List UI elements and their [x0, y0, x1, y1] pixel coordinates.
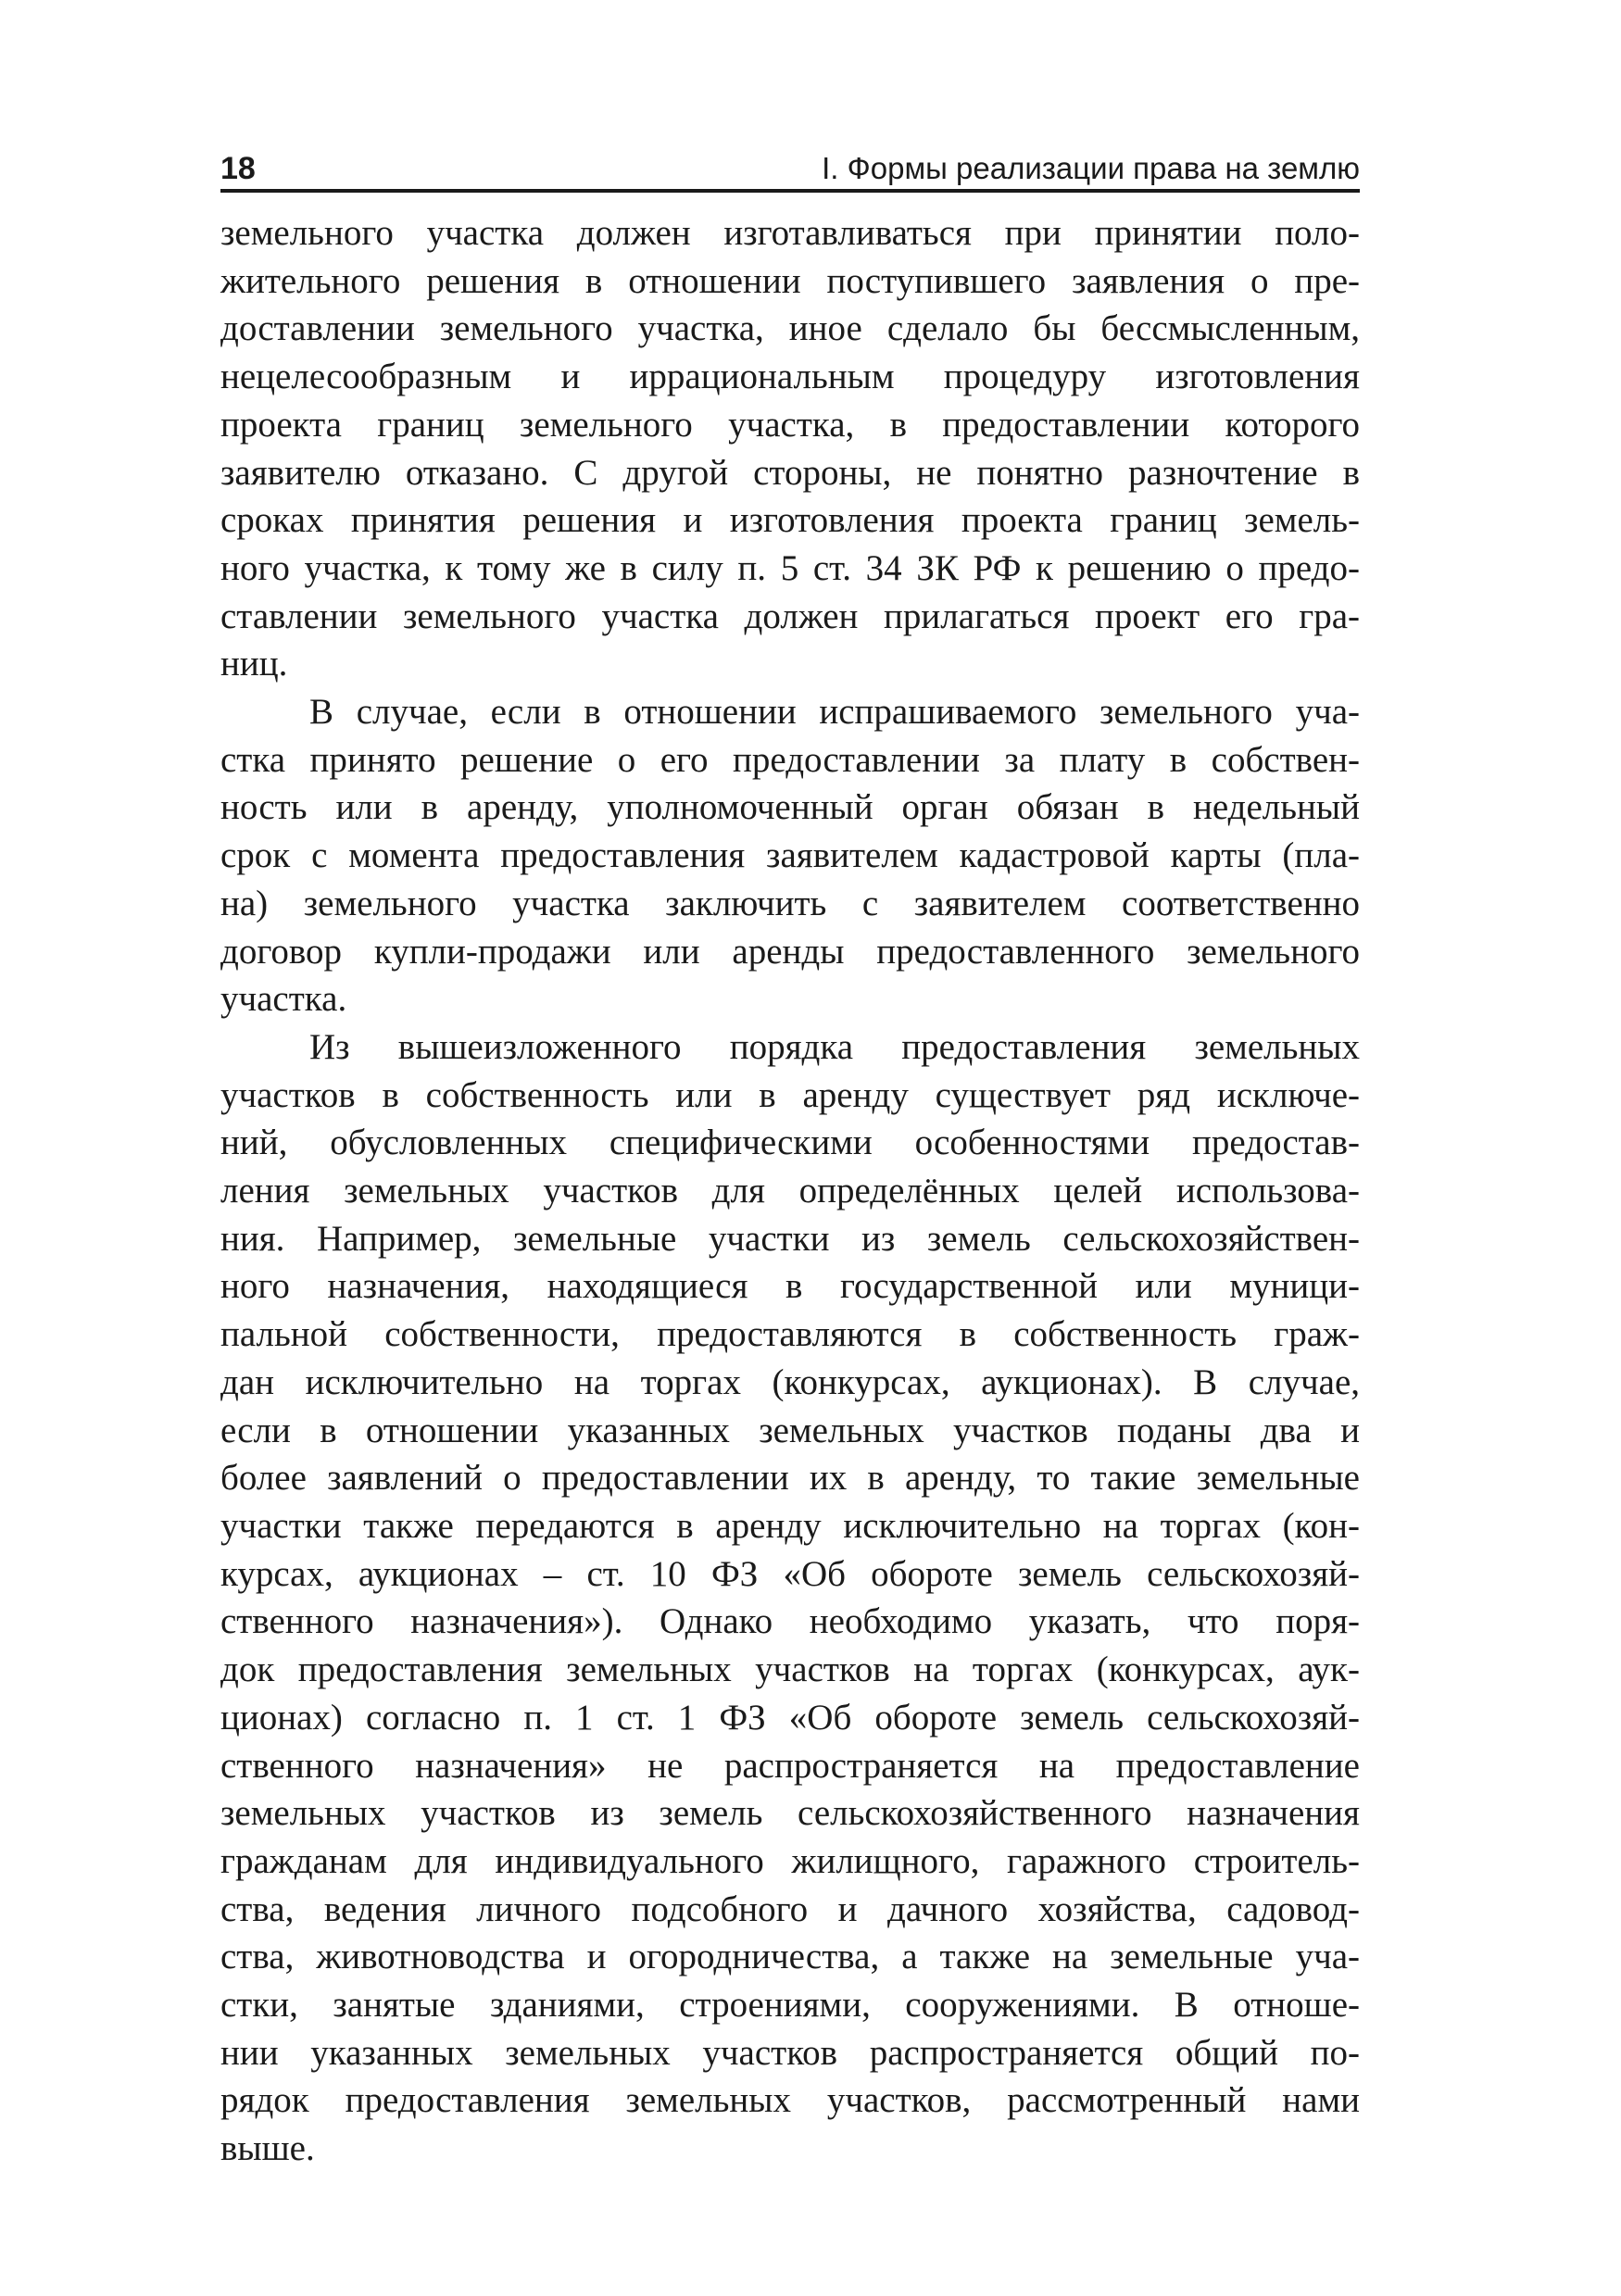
- text-line: ставлении земельного участка должен прилагаться проект его гра-: [220, 596, 1360, 636]
- text-line: курсах, аукционах – ст. 10 ФЗ «Об обороте земель сельскохозяй-: [220, 1553, 1360, 1594]
- text-line: док предоставления земельных участков на торгах (конкурсах, аук-: [220, 1650, 1360, 1690]
- text-line: земельных участков из земель сельскохозяйственного назначения: [220, 1793, 1360, 1834]
- text-line: ления земельных участков для определённых целей использова-: [220, 1171, 1360, 1211]
- text-line: пальной собственности, предоставляются в собственность граж-: [220, 1314, 1360, 1355]
- text-line: ционах) согласно п. 1 ст. 1 ФЗ «Об обороте земель сельскохозяй-: [220, 1697, 1360, 1738]
- text-line: Из вышеизложенного порядка предоставления земельных: [309, 1026, 1360, 1067]
- text-line: нии указанных земельных участков распространяется общий по-: [220, 2032, 1360, 2073]
- text-line: ственного назначения» не распространяется на предоставление: [220, 1745, 1360, 1786]
- text-line: на) земельного участка заключить с заявителем соответственно: [220, 883, 1360, 923]
- text-line: проекта границ земельного участка, в предоставлении которого: [220, 404, 1360, 445]
- text-line: срок с момента предоставления заявителем кадастровой карты (пла-: [220, 835, 1360, 876]
- text-line: ственного назначения»). Однако необходимо указать, что поря-: [220, 1601, 1360, 1642]
- text-line: земельного участка должен изготавливаться при принятии поло-: [220, 213, 1360, 253]
- text-line: ного участка, к тому же в силу п. 5 ст. 34 ЗК РФ к решению о предо-: [220, 547, 1360, 588]
- page-number: 18: [220, 151, 256, 186]
- text-line: жительного решения в отношении поступившего заявления о пре-: [220, 260, 1360, 301]
- text-line: ниц.: [220, 644, 288, 684]
- text-line: заявителю отказано. С другой стороны, не понятно разночтение в: [220, 452, 1360, 493]
- text-line: ства, ведения личного подсобного и дачного хозяйства, садовод-: [220, 1888, 1360, 1929]
- text-line: ния. Например, земельные участки из земель сельскохозяйствен-: [220, 1218, 1360, 1259]
- text-line: сроках принятия решения и изготовления проекта границ земель-: [220, 500, 1360, 541]
- text-line: ства, животноводства и огородничества, а также на земельные уча-: [220, 1937, 1360, 1977]
- text-line: стка принято решение о его предоставлении за плату в собствен-: [220, 739, 1360, 780]
- page-header: [220, 148, 1360, 193]
- text-line: стки, занятые зданиями, строениями, сооружениями. В отноше-: [220, 1985, 1360, 2026]
- text-line: доставлении земельного участка, иное сделало бы бессмысленным,: [220, 308, 1360, 349]
- text-line: выше.: [220, 2128, 315, 2169]
- text-line: более заявлений о предоставлении их в аренду, то такие земельные: [220, 1458, 1360, 1499]
- paragraph-1: [220, 209, 1360, 688]
- text-line: нецелесообразным и иррациональным процедуру изготовления: [220, 357, 1360, 397]
- text-line: участки также передаются в аренду исключительно на торгах (кон-: [220, 1505, 1360, 1546]
- text-line: участка.: [220, 979, 347, 1020]
- paragraph-2: [220, 688, 1360, 1023]
- text-line: рядок предоставления земельных участков, рассмотренный нами: [220, 2080, 1360, 2121]
- body-text: [220, 209, 1360, 2173]
- text-line: договор купли-продажи или аренды предоставленного земельного: [220, 931, 1360, 972]
- text-line: ного назначения, находящиеся в государственной или муници-: [220, 1266, 1360, 1307]
- text-line: ность или в аренду, уполномоченный орган обязан в недельный: [220, 787, 1360, 828]
- text-line: гражданам для индивидуального жилищного, гаражного строитель-: [220, 1840, 1360, 1881]
- text-line: участков в собственность или в аренду существует ряд исключе-: [220, 1074, 1360, 1115]
- running-title: I. Формы реализации права на землю: [822, 151, 1360, 185]
- paragraph-3: [220, 1023, 1360, 2173]
- text-line: если в отношении указанных земельных участков поданы два и: [220, 1410, 1360, 1450]
- text-line: дан исключительно на торгах (конкурсах, аукционах). В случае,: [220, 1361, 1360, 1402]
- text-line: В случае, если в отношении испрашиваемого земельного уча-: [309, 692, 1360, 733]
- text-line: ний, обусловленных специфическими особенностями предостав-: [220, 1123, 1360, 1163]
